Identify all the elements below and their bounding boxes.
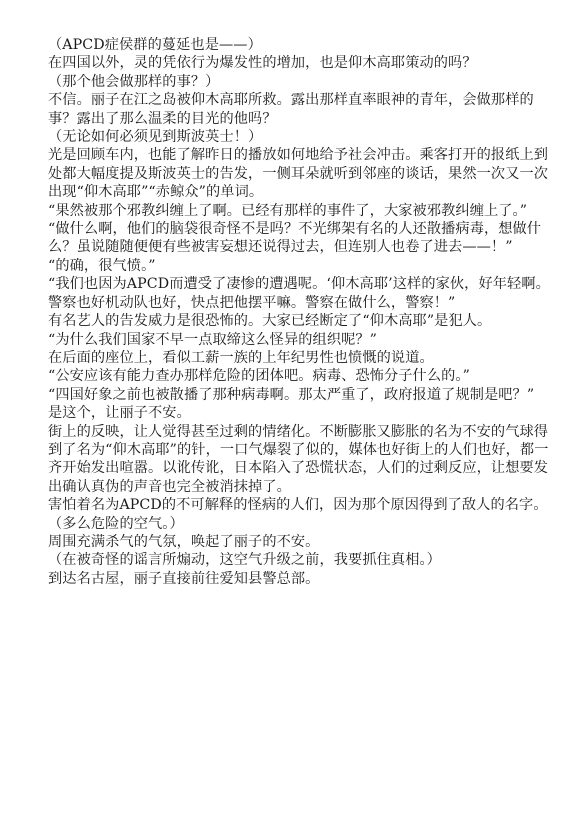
text-line: 在四国以外，灵的凭依行为爆发性的增加，也是仰木高耶策动的吗？ <box>48 55 477 72</box>
text-line: （无论如何必须见到斯波英士！） <box>48 129 263 146</box>
text-line: “做什么啊，他们的脑袋很奇怪不是吗？不光绑架有名的人还散播病毒，想做什么？虽说随随便便有些被害妄想还说得过去，但连别人也卷了进去——！” <box>48 221 542 256</box>
text-line: （那个他会做那样的事？） <box>48 73 220 90</box>
text-line: 周围充满杀气的气氛，唤起了丽子的不安。 <box>48 533 320 550</box>
text-line: （APCD症侯群的蔓延也是——） <box>48 37 262 53</box>
text-line: “四国好象之前也被散播了那种病毒啊。那太严重了，政府报道了规制是吧？” <box>48 386 535 403</box>
document-body <box>48 36 558 588</box>
text-line: “的确，很气愤。” <box>48 257 156 274</box>
text-line: 不信。丽子在江之岛被仰木高耶所救。露出那样直率眼神的青年，会做那样的事？露出了那么温柔的目光的他吗？ <box>48 92 534 127</box>
text-line: “为什么我们国家不早一点取缔这么怪异的组织呢？” <box>48 331 378 348</box>
text-line: 在后面的座位上，看似工薪一族的上年纪男性也愤慨的说道。 <box>48 349 434 366</box>
text-line: 街上的反映，让人觉得甚至过剩的情绪化。不断膨胀又膨胀的名为不安的气球得到了名为“仰木高耶”的针，一口气爆裂了似的，媒体也好街上的人们也好，都一齐开始发出喧嚣。以讹传讹，日本陷入了恐慌状态，人们的过剩反应，让想要发出确认真伪的声音也完全被消抹掉了。 <box>48 423 549 495</box>
text-line: 是这个，让丽子不安。 <box>48 405 191 422</box>
text-line: 有名艺人的告发威力是很恐怖的。大家已经断定了“仰木高耶”是犯人。 <box>48 313 492 330</box>
text-line: “我们也因为APCD而遭受了凄惨的遭遇呢。‘仰木高耶’这样的家伙，好年轻啊。警察也好机动队也好，快点把他摆平嘛。警察在做什么，警察！” <box>48 276 550 311</box>
text-line: 到达名古屋，丽子直接前往爱知县警总部。 <box>48 570 320 587</box>
text-line: （多么危险的空气。） <box>48 515 184 532</box>
text-line: （在被奇怪的谣言所煽动，这空气升级之前，我要抓住真相。） <box>48 552 441 569</box>
text-line: “公安应该有能力查办那样危险的团体吧。病毒、恐怖分子什么的。” <box>48 368 470 385</box>
text-line: “果然被那个邪教纠缠上了啊。已经有那样的事件了，大家被邪教纠缠上了。” <box>48 202 528 219</box>
text-line: 害怕着名为APCD的不可解释的怪病的人们，因为那个原因得到了敌人的名字。 <box>48 497 548 514</box>
text-line: 光是回顾车内，也能了解昨日的播放如何地给予社会冲击。乘客打开的报纸上到处都大幅度提及斯波英士的告发，一侧耳朵就听到邻座的谈话，果然一次又一次出现“仰木高耶”“赤鲸众”的单词。 <box>48 147 549 201</box>
